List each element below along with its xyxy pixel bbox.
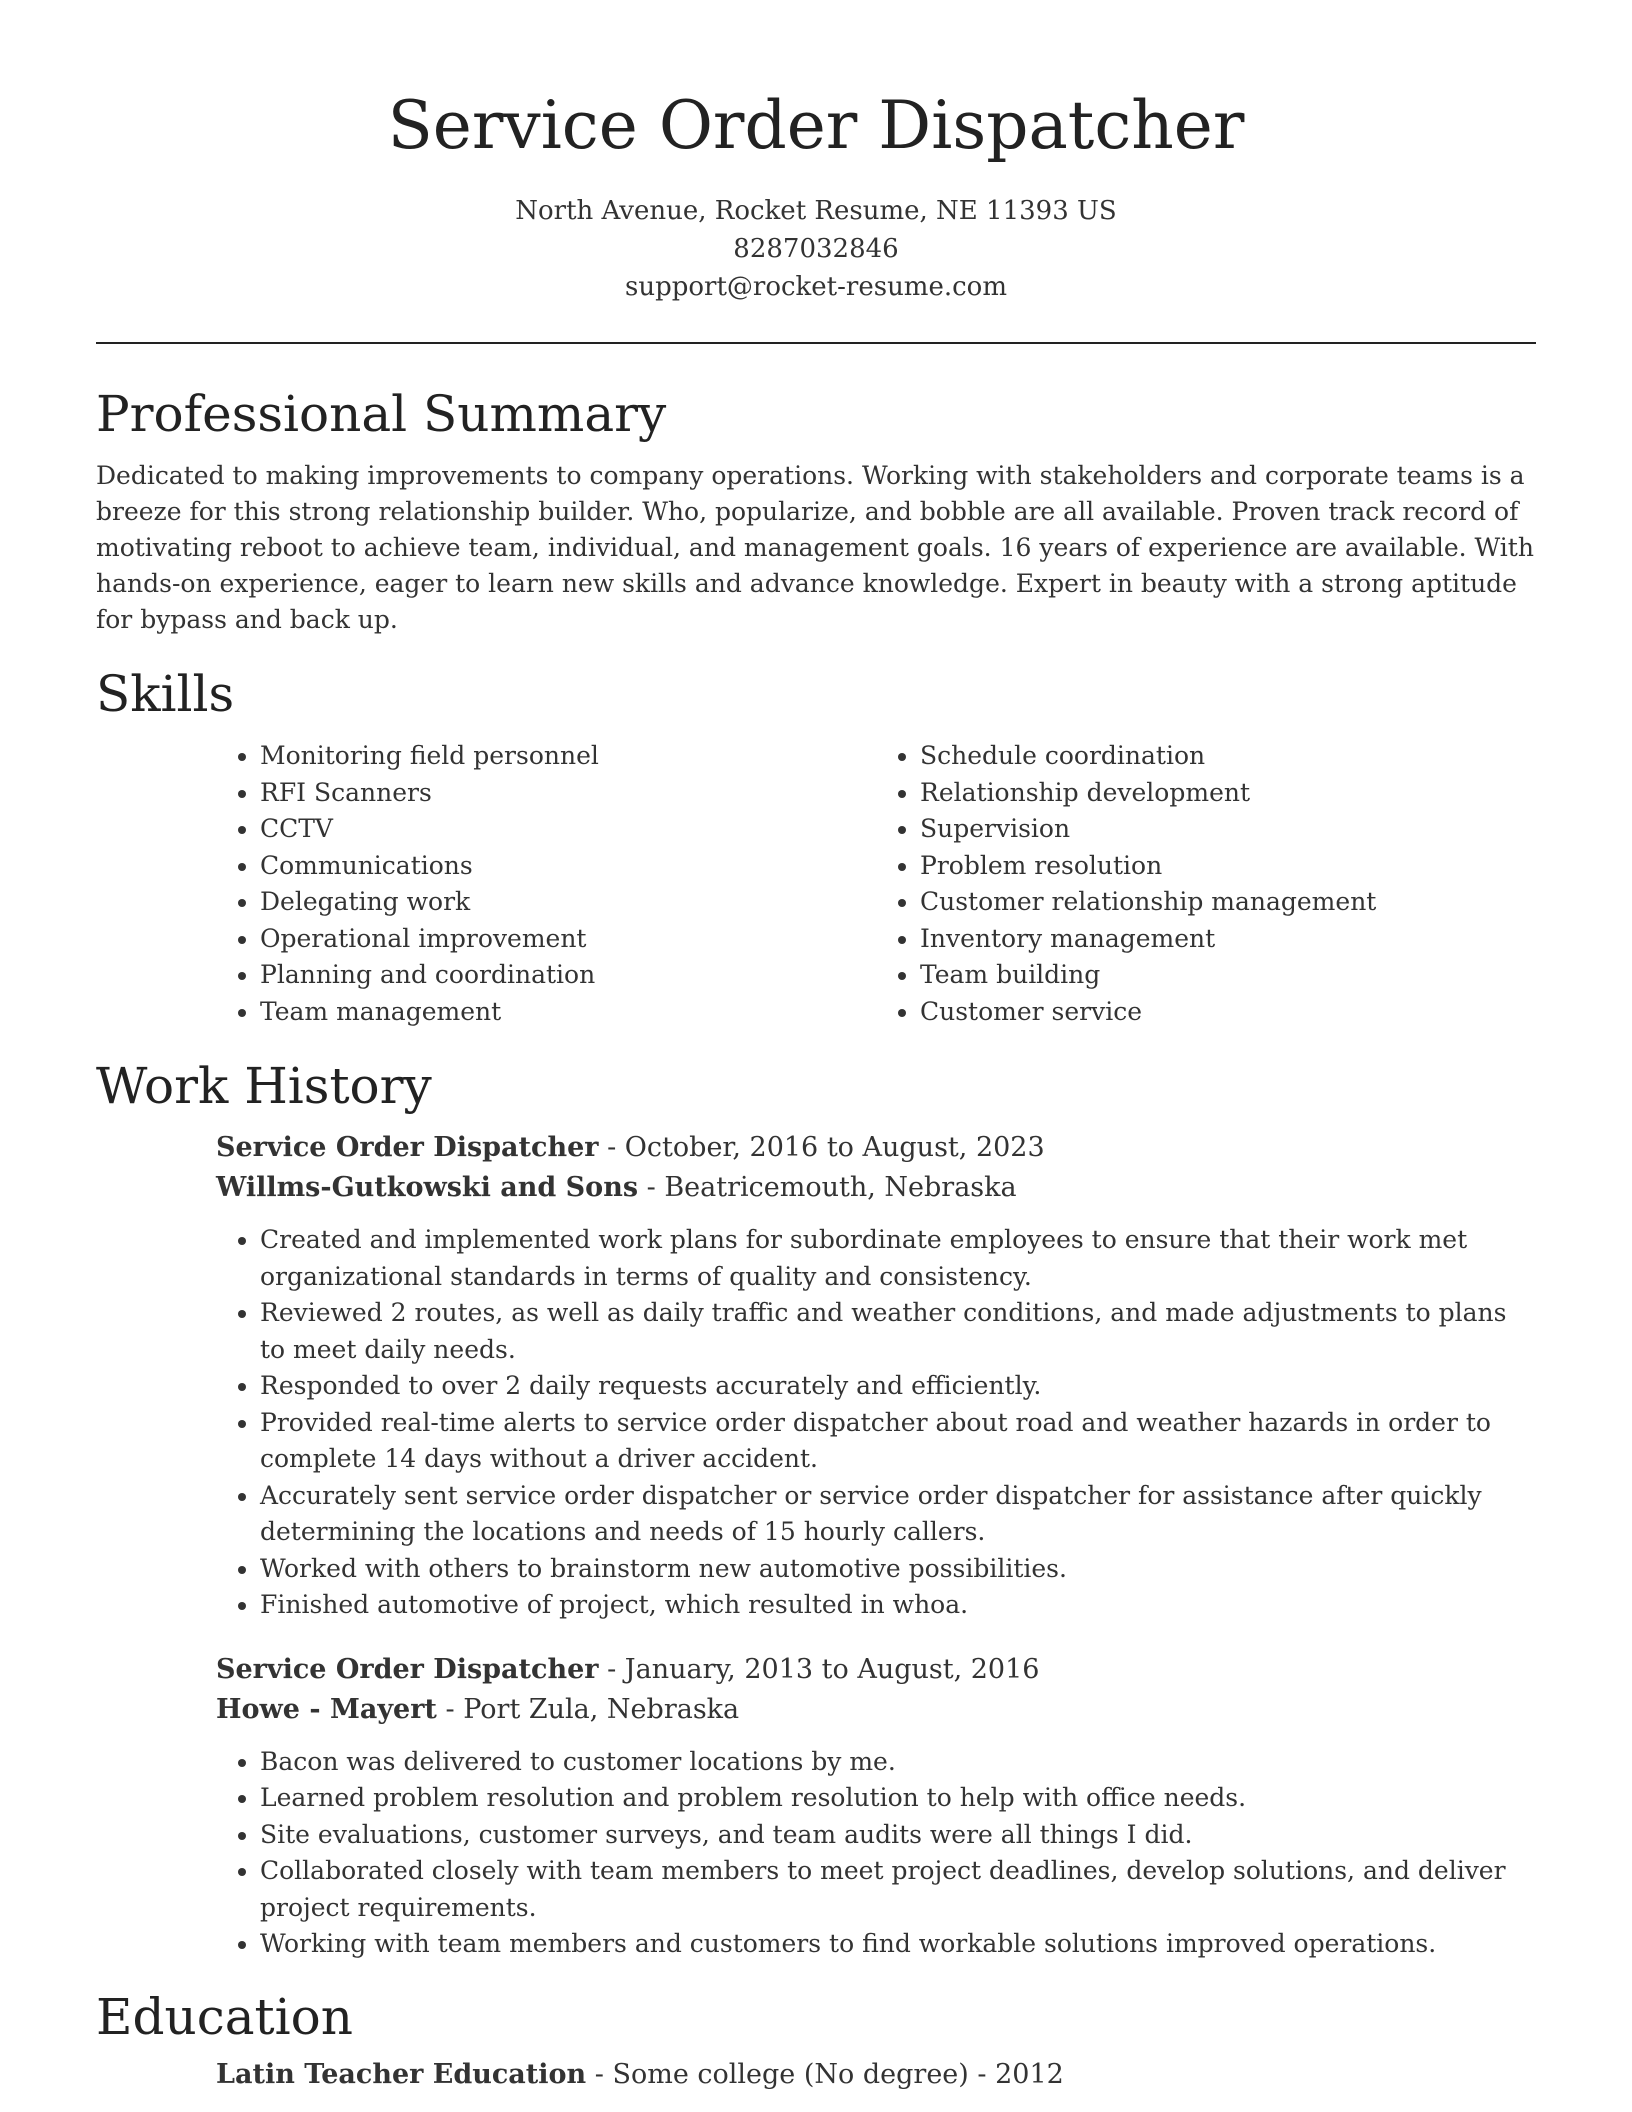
skills-list-right <box>876 738 1536 1030</box>
skill-item: • Inventory management <box>920 921 1536 958</box>
education-field: Latin Teacher Education <box>216 2058 587 2090</box>
skill-item: • Team building <box>920 957 1536 994</box>
candidate-name: Service Order Dispatcher <box>387 87 1245 164</box>
skill-item: • Monitoring field personnel <box>260 738 876 775</box>
education-separator: - <box>594 2058 613 2090</box>
resume-page <box>96 0 1536 2095</box>
skill-item: • Problem resolution <box>920 848 1536 885</box>
skill-item: • Supervision <box>920 811 1536 848</box>
education-title: Education <box>96 1987 353 2046</box>
education-separator: - <box>977 2058 996 2090</box>
contact-address: North Avenue, Rocket Resume, NE 11393 US <box>515 196 1117 226</box>
skill-item: • RFI Scanners <box>260 775 876 812</box>
job-company-line <box>216 1690 1536 1730</box>
skill-item: • Customer service <box>920 994 1536 1031</box>
job-dates: October, 2016 to August, 2023 <box>624 1132 1045 1163</box>
skill-item: • Team management <box>260 994 876 1031</box>
education-degree: Some college (No degree) <box>612 2058 969 2090</box>
job-separator: - <box>445 1693 464 1725</box>
job-location: Beatricemouth, Nebraska <box>664 1172 1017 1203</box>
skill-item: • CCTV <box>260 811 876 848</box>
job-bullet: • Finished automotive of project, which resulted in whoa. <box>260 1587 1536 1624</box>
skill-item: • Communications <box>260 848 876 885</box>
job-entry <box>216 1128 1536 1624</box>
summary-title: Professional Summary <box>96 385 667 443</box>
work-title: Work History <box>96 1057 432 1115</box>
job-entry <box>216 1650 1536 1963</box>
summary-text: Dedicated to making improvements to company operations. Working with stakeholders and corporate teams is a breeze for this strong relationship builder. Who, popularize, and bobble are all available. Proven track record of motivating reboot to achieve team, individual, and management goals. 16 years of experience are available. With hands-on experience, eager to learn new skills and advance knowledge. Expert in beauty with a strong aptitude for bypass and back up. <box>96 461 1534 634</box>
job-bullet: • Responded to over 2 daily requests accurately and efficiently. <box>260 1368 1536 1405</box>
job-bullet: • Site evaluations, customer surveys, and team audits were all things I did. <box>260 1817 1536 1854</box>
job-bullet: • Created and implemented work plans for subordinate employees to ensure that their work met organizational standards in terms of quality and consistency. <box>260 1222 1536 1295</box>
job-dates: January, 2013 to August, 2016 <box>624 1653 1040 1685</box>
job-separator: - <box>646 1172 665 1203</box>
job-separator: - <box>607 1653 625 1685</box>
contact-phone: 8287032846 <box>733 234 899 264</box>
skills-section <box>96 662 1536 1030</box>
job-bullets <box>216 1222 1536 1624</box>
job-company: Howe - Mayert <box>216 1693 437 1725</box>
job-role-line <box>216 1128 1536 1168</box>
job-role: Service Order Dispatcher <box>216 1132 599 1163</box>
skill-item: • Customer relationship management <box>920 884 1536 921</box>
work-section <box>96 1054 1536 1963</box>
job-company-line <box>216 1168 1536 1208</box>
job-role: Service Order Dispatcher <box>216 1653 599 1685</box>
job-company: Willms-Gutkowski and Sons <box>216 1172 639 1203</box>
skill-item: • Schedule coordination <box>920 738 1536 775</box>
education-entry <box>216 2055 1536 2095</box>
summary-section <box>96 382 1536 638</box>
header-divider <box>96 342 1536 344</box>
skill-item: • Relationship development <box>920 775 1536 812</box>
job-bullet: • Reviewed 2 routes, as well as daily traffic and weather conditions, and made adjustments to plans to meet daily needs. <box>260 1295 1536 1368</box>
job-bullets <box>216 1744 1536 1963</box>
resume-header <box>96 0 1536 306</box>
skill-item: • Planning and coordination <box>260 957 876 994</box>
education-line <box>216 2055 1536 2095</box>
job-bullet: • Bacon was delivered to customer locations by me. <box>260 1744 1536 1781</box>
job-bullet: • Accurately sent service order dispatcher or service order dispatcher for assistance after quickly determining the locations and needs of 15 hourly callers. <box>260 1478 1536 1551</box>
job-bullet: • Worked with others to brainstorm new automotive possibilities. <box>260 1551 1536 1588</box>
job-bullet: • Collaborated closely with team members to meet project deadlines, develop solutions, and deliver project requirements. <box>260 1853 1536 1926</box>
job-separator: - <box>607 1132 625 1163</box>
job-bullet: • Learned problem resolution and problem resolution to help with office needs. <box>260 1780 1536 1817</box>
job-bullet: • Working with team members and customers to find workable solutions improved operations. <box>260 1926 1536 1963</box>
education-section <box>96 1985 1536 2095</box>
skills-title: Skills <box>96 665 235 723</box>
skill-item: • Operational improvement <box>260 921 876 958</box>
education-year: 2012 <box>995 2058 1064 2090</box>
skills-list-left <box>216 738 876 1030</box>
job-role-line <box>216 1650 1536 1690</box>
skill-item: • Delegating work <box>260 884 876 921</box>
skills-columns <box>216 738 1536 1030</box>
contact-email: support@rocket-resume.com <box>624 272 1007 302</box>
job-location: Port Zula, Nebraska <box>463 1693 740 1725</box>
job-bullet: • Provided real-time alerts to service order dispatcher about road and weather hazards in order to complete 14 days without a driver accident. <box>260 1405 1536 1478</box>
